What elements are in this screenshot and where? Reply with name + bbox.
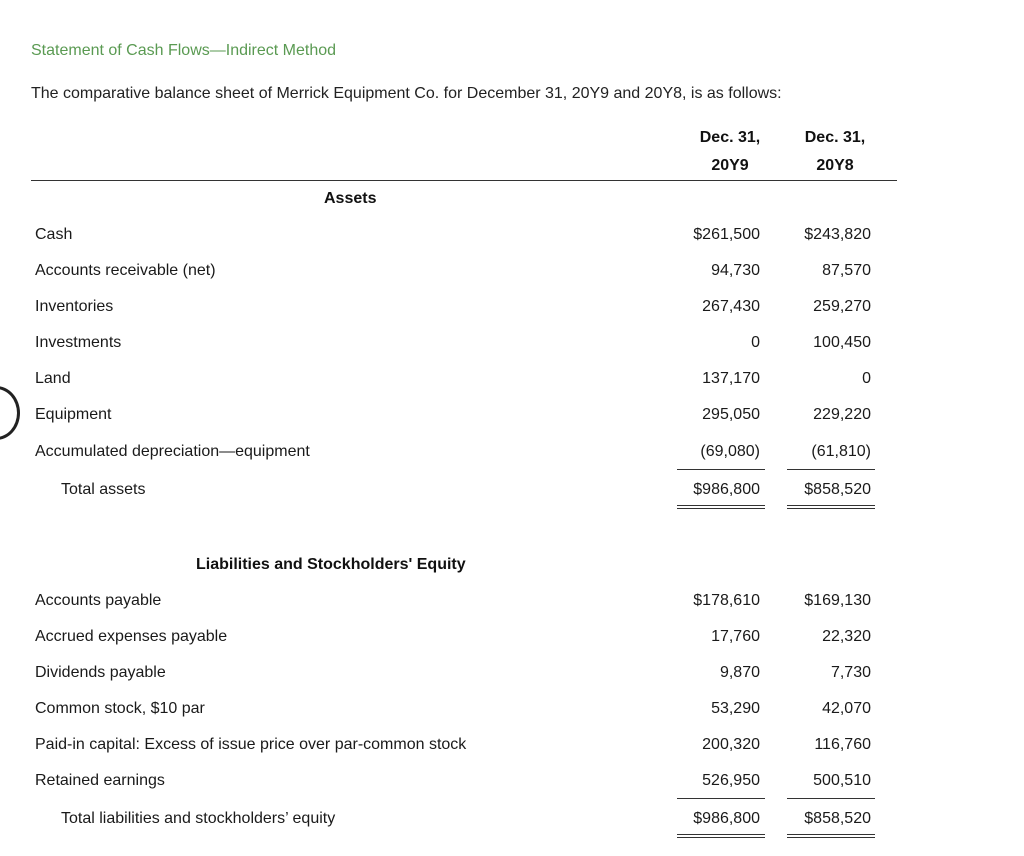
value-20y8: 7,730 bbox=[830, 664, 871, 681]
column-header-20y8-line1: Dec. 31, bbox=[804, 129, 866, 146]
value-20y8: $169,130 bbox=[804, 592, 871, 609]
value-20y8: 22,320 bbox=[822, 628, 871, 645]
total-double-rule bbox=[677, 834, 765, 838]
row-label: Investments bbox=[35, 334, 122, 351]
table-row bbox=[0, 736, 1024, 760]
table-row bbox=[0, 592, 1024, 616]
table-row bbox=[0, 226, 1024, 250]
value-20y8: $858,520 bbox=[804, 810, 871, 827]
value-20y9: $178,610 bbox=[693, 592, 760, 609]
table-row bbox=[0, 443, 1024, 467]
column-header-20y9-line2: 20Y9 bbox=[711, 157, 749, 174]
subtotal-rule bbox=[677, 798, 765, 799]
header-divider bbox=[31, 180, 897, 181]
value-20y9: $986,800 bbox=[693, 481, 760, 498]
column-header-20y9-line1: Dec. 31, bbox=[699, 129, 761, 146]
page-title: Statement of Cash Flows—Indirect Method bbox=[31, 42, 337, 59]
value-20y8: 42,070 bbox=[822, 700, 871, 717]
table-row bbox=[0, 772, 1024, 796]
value-20y8: 100,450 bbox=[813, 334, 871, 351]
table-row bbox=[0, 370, 1024, 394]
column-header-20y8-line2: 20Y8 bbox=[816, 157, 854, 174]
value-20y9: 200,320 bbox=[702, 736, 760, 753]
row-label: Total liabilities and stockholders’ equity bbox=[61, 810, 336, 827]
value-20y9: 137,170 bbox=[702, 370, 760, 387]
row-label: Accrued expenses payable bbox=[35, 628, 228, 645]
liabilities-heading: Liabilities and Stockholders' Equity bbox=[196, 556, 466, 573]
subtotal-rule bbox=[787, 798, 875, 799]
value-20y9: 267,430 bbox=[702, 298, 760, 315]
intro-text: The comparative balance sheet of Merrick Equipment Co. for December 31, 20Y9 and 20Y8, is as follows: bbox=[31, 85, 782, 102]
row-label: Dividends payable bbox=[35, 664, 166, 681]
value-20y9: $986,800 bbox=[693, 810, 760, 827]
column-header-20y8 bbox=[785, 124, 885, 180]
value-20y9: 94,730 bbox=[711, 262, 760, 279]
row-label: Paid-in capital: Excess of issue price over par-common stock bbox=[35, 736, 467, 753]
row-label: Accounts payable bbox=[35, 592, 162, 609]
table-row bbox=[0, 664, 1024, 688]
row-label: Common stock, $10 par bbox=[35, 700, 205, 717]
total-liabilities-row bbox=[0, 810, 1024, 834]
table-row bbox=[0, 406, 1024, 430]
row-label: Total assets bbox=[61, 481, 146, 498]
value-20y9: 0 bbox=[751, 334, 760, 351]
row-label: Accounts receivable (net) bbox=[35, 262, 216, 279]
total-double-rule bbox=[787, 505, 875, 509]
total-assets-row bbox=[0, 481, 1024, 505]
value-20y9: 526,950 bbox=[702, 772, 760, 789]
subtotal-rule bbox=[677, 469, 765, 470]
value-20y8: 229,220 bbox=[813, 406, 871, 423]
row-label: Cash bbox=[35, 226, 73, 243]
value-20y9: 53,290 bbox=[711, 700, 760, 717]
value-20y9: 9,870 bbox=[719, 664, 760, 681]
value-20y8: 0 bbox=[862, 370, 871, 387]
value-20y9: 295,050 bbox=[702, 406, 760, 423]
assets-heading: Assets bbox=[324, 190, 377, 207]
row-label: Inventories bbox=[35, 298, 114, 315]
table-row bbox=[0, 700, 1024, 724]
row-label: Accumulated depreciation—equipment bbox=[35, 443, 310, 460]
value-20y8: 87,570 bbox=[822, 262, 871, 279]
subtotal-rule bbox=[787, 469, 875, 470]
total-double-rule bbox=[787, 834, 875, 838]
total-double-rule bbox=[677, 505, 765, 509]
table-row bbox=[0, 298, 1024, 322]
value-20y9: 17,760 bbox=[711, 628, 760, 645]
table-row bbox=[0, 334, 1024, 358]
value-20y8: $243,820 bbox=[804, 226, 871, 243]
value-20y8: 116,760 bbox=[814, 736, 871, 753]
table-row bbox=[0, 262, 1024, 286]
value-20y9: $261,500 bbox=[693, 226, 760, 243]
table-row bbox=[0, 628, 1024, 652]
value-20y8: (61,810) bbox=[811, 443, 871, 460]
value-20y8: 259,270 bbox=[813, 298, 871, 315]
value-20y9: (69,080) bbox=[700, 443, 760, 460]
row-label: Land bbox=[35, 370, 71, 387]
value-20y8: 500,510 bbox=[813, 772, 871, 789]
row-label: Equipment bbox=[35, 406, 112, 423]
column-header-20y9 bbox=[680, 124, 780, 180]
row-label: Retained earnings bbox=[35, 772, 165, 789]
value-20y8: $858,520 bbox=[804, 481, 871, 498]
